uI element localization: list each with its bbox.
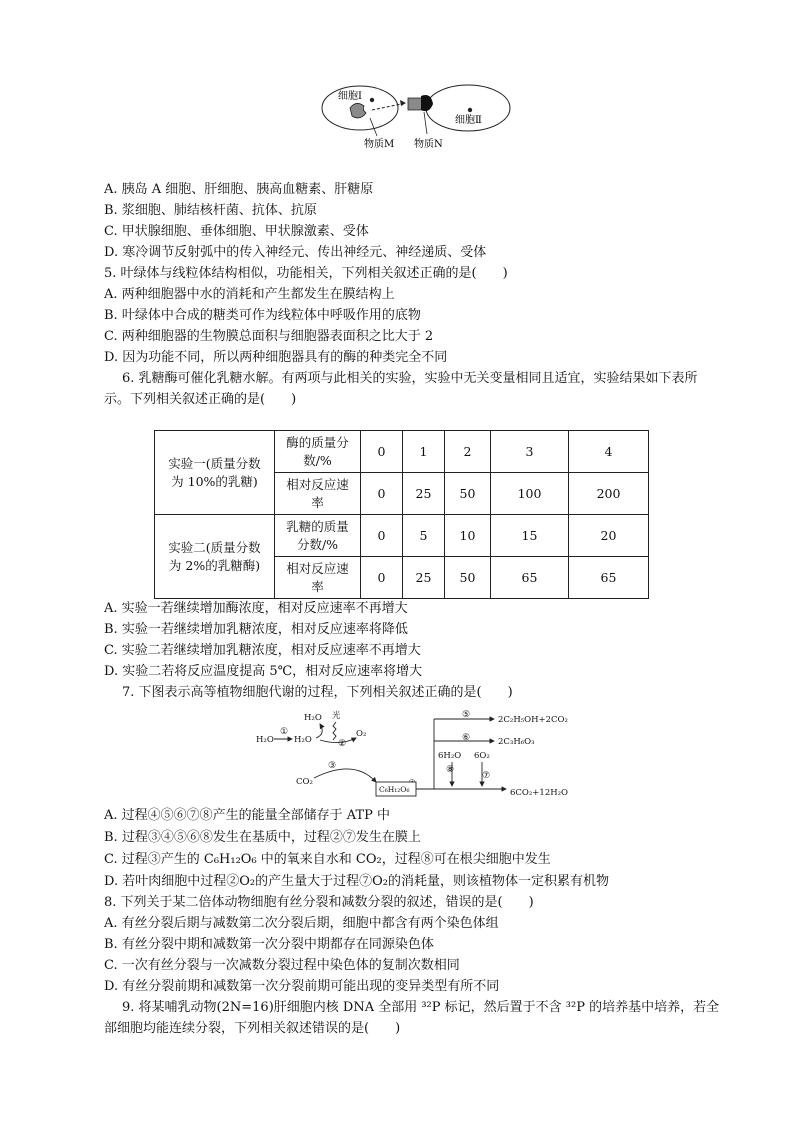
table-cell: 0: [361, 515, 403, 557]
q4-option-b: B. 浆细胞、肺结核杆菌、抗体、抗原: [104, 203, 317, 218]
process-6: ⑥: [462, 733, 471, 743]
exp1-row2-header: 相对反应速 率: [275, 473, 361, 515]
arrow-h2o-split: [316, 724, 322, 738]
q7-option-a: A. 过程④⑤⑥⑦⑧产生的能量全部储存于 ATP 中: [104, 808, 391, 823]
exp2-label: 实验二(质量分数 为 2%的乳糖酶): [155, 515, 275, 599]
table-cell: 0: [361, 557, 403, 599]
table-cell: 15: [491, 515, 569, 557]
q6-stem-line2: 示。下列相关叙述正确的是( ): [104, 392, 297, 407]
q4-option-a: A. 胰岛 A 细胞、肝细胞、胰高血糖素、肝糖原: [104, 182, 374, 197]
six-o2-label: 6O₂: [474, 751, 490, 761]
light-zigzag: [333, 722, 336, 740]
light-label: 光: [332, 711, 341, 721]
q4-option-d: D. 寒冷调节反射弧中的传入神经元、传出神经元、神经递质、受体: [104, 245, 487, 260]
q9-stem-line1: 9. 将某哺乳动物(2N=16)肝细胞内核 DNA 全部用 ³²P 标记，然后置于不含 ³²P 的培养基中培养，若全: [122, 1000, 720, 1015]
cell-1-nucleus: [370, 98, 374, 102]
exp2-row2-header: 相对反应速 率: [275, 557, 361, 599]
q7-option-b: B. 过程③④⑤⑥⑧发生在基质中，过程②⑦发生在膜上: [104, 830, 421, 845]
q6-option-c: C. 实验二若继续增加乳糖浓度，相对反应速率不再增大: [104, 643, 421, 658]
q5-stem: 5. 叶绿体与线粒体结构相似，功能相关，下列相关叙述正确的是( ): [104, 266, 508, 281]
q7-option-c: C. 过程③产生的 C₆H₁₂O₆ 中的氧来自水和 CO₂，过程⑧可在根尖细胞中发生: [104, 852, 551, 867]
cell-signaling-figure: [320, 84, 520, 156]
table-cell: 100: [491, 473, 569, 515]
q5-option-c: C. 两种细胞器的生物膜总面积与细胞器表面积之比大于 2: [104, 329, 434, 344]
table-cell: 50: [445, 557, 491, 599]
process-3: ③: [328, 761, 337, 771]
substance-m-shape: [350, 103, 366, 117]
table-row: [155, 515, 649, 557]
table-cell: 20: [569, 515, 649, 557]
table-cell: 0: [361, 431, 403, 473]
table-cell: 0: [361, 473, 403, 515]
q6-option-d: D. 实验二若将反应温度提高 5℃，相对反应速率将增大: [104, 664, 423, 679]
table-cell: 2: [445, 431, 491, 473]
label-cell-2: 细胞Ⅱ: [455, 115, 482, 126]
product-5: 2C₂H₅OH+2CO₂: [498, 715, 568, 725]
table-cell: 200: [569, 473, 649, 515]
table-cell: 65: [569, 557, 649, 599]
table-cell: 4: [569, 431, 649, 473]
process-8: ⑧: [446, 765, 455, 775]
q8-option-b: B. 有丝分裂中期和减数第一次分裂中期都存在同源染色体: [104, 937, 434, 952]
arrow-3-co2: [314, 769, 376, 782]
q5-option-d: D. 因为功能不同，所以两种细胞器具有的酶的种类完全不同: [104, 350, 448, 365]
q8-stem: 8. 下列关于某二倍体动物细胞有丝分裂和减数分裂的叙述，错误的是( ): [104, 895, 534, 910]
process-5: ⑤: [462, 710, 471, 720]
table-cell: 10: [445, 515, 491, 557]
q8-option-d: D. 有丝分裂前期和减数第一次分裂前期可能出现的变异类型有所不同: [104, 979, 500, 994]
table-cell: 1: [403, 431, 445, 473]
table-cell: 50: [445, 473, 491, 515]
co2-label: CO₂: [296, 777, 313, 787]
table-row: [155, 431, 649, 473]
cell-2-nucleus: [468, 108, 472, 112]
label-substance-n: 物质N: [414, 139, 443, 150]
table-cell: 5: [403, 515, 445, 557]
label-substance-m: 物质M: [364, 139, 395, 150]
process-1: ①: [280, 727, 289, 737]
leader-n: [424, 112, 427, 134]
o2-label: O₂: [356, 729, 367, 739]
table-cell: 3: [491, 431, 569, 473]
exp1-row1-header: 酶的质量分 数/%: [275, 431, 361, 473]
q8-option-c: C. 一次有丝分裂与一次减数分裂过程中染色体的复制次数相同: [104, 958, 460, 973]
q8-option-a: A. 有丝分裂后期与减数第二次分裂后期，细胞中都含有两个染色体组: [104, 916, 499, 931]
product-6: 2C₃H₆O₃: [498, 737, 535, 747]
table-cell: 25: [403, 557, 445, 599]
process-7: ⑦: [482, 771, 491, 781]
q9-stem-line2: 部细胞均能连续分裂，下列相关叙述错误的是( ): [104, 1021, 401, 1036]
table-cell: 65: [491, 557, 569, 599]
glucose-label: C₆H₁₂O₆: [379, 785, 410, 794]
exp2-row1-header: 乳糖的质量 分数/%: [275, 515, 361, 557]
arrow-head: [400, 100, 406, 106]
h2o-top: H₂O: [304, 713, 322, 723]
process-2: ②: [338, 739, 347, 749]
h2o-mid: H₂O: [294, 735, 312, 745]
product-final: 6CO₂+12H₂O: [510, 788, 569, 798]
h2o-left: H₂O: [256, 735, 274, 745]
q6-stem-line1: 6. 乳糖酶可催化乳糖水解。有两项与此相关的实验，实验中无关变量相同且适宜，实验结果如下表所: [122, 371, 698, 386]
q4-option-c: C. 甲状腺细胞、垂体细胞、甲状腺激素、受体: [104, 224, 369, 239]
q7-stem: 7. 下图表示高等植物细胞代谢的过程，下列相关叙述正确的是( ): [122, 685, 513, 700]
exp1-label: 实验一(质量分数 为 10%的乳糖): [155, 431, 275, 515]
six-h2o-label: 6H₂O: [438, 751, 462, 761]
table-cell: 25: [403, 473, 445, 515]
q5-option-a: A. 两种细胞器中水的消耗和产生都发生在膜结构上: [104, 287, 395, 302]
q6-option-b: B. 实验一若继续增加乳糖浓度，相对反应速率将降低: [104, 622, 408, 637]
substance-m-transported: [408, 98, 422, 110]
metabolism-figure: [250, 706, 590, 802]
leader-m: [370, 118, 377, 136]
q6-option-a: A. 实验一若继续增加酶浓度，相对反应速率不再增大: [104, 601, 408, 616]
q7-option-d: D. 若叶肉细胞中过程②O₂的产生量大于过程⑦O₂的消耗量，则该植物体一定积累有机物: [104, 874, 609, 889]
label-cell-1: 细胞Ⅰ: [338, 91, 362, 102]
q5-option-b: B. 叶绿体中合成的糖类可作为线粒体中呼吸作用的底物: [104, 308, 421, 323]
experiment-table: [154, 430, 649, 599]
